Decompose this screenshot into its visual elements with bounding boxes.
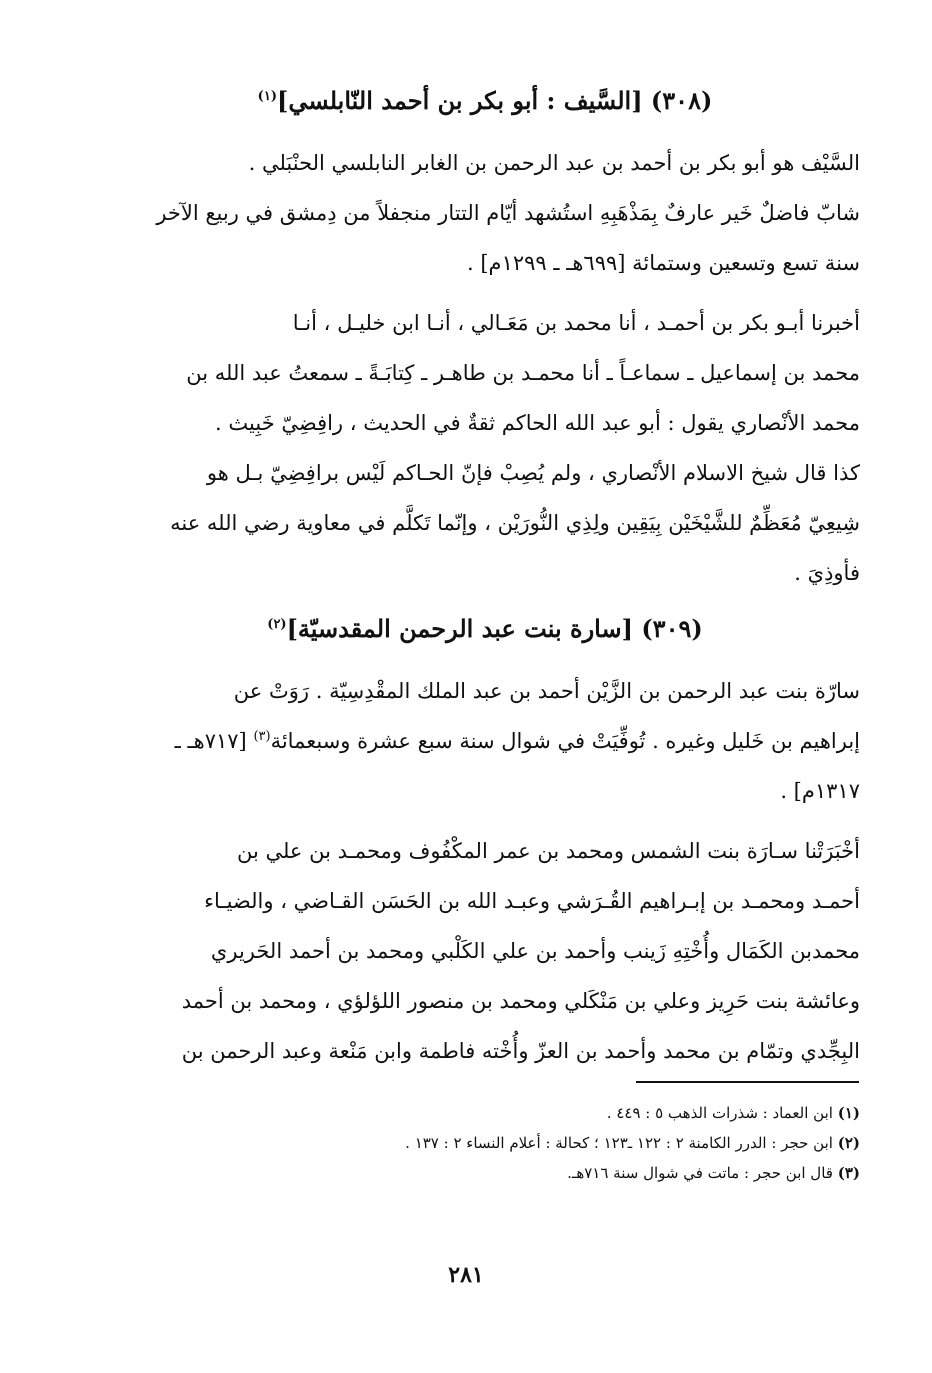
text-segment: [٧١٧هـ ـ bbox=[174, 729, 247, 753]
footnote-2 bbox=[405, 1130, 860, 1156]
text-line: سنة تسع وتسعين وستمائة [٦٩٩هـ ـ ١٢٩٩م] . bbox=[467, 251, 860, 275]
entry-309-heading-text: (٣٠٩) [سارة بنت عبد الرحمن المقدسيّة] bbox=[286, 614, 703, 643]
footnote-text: ابن حجر : الدرر الكامنة ٢ : ١٢٢ ـ١٢٣ ؛ كحالة : أعلام النساء ٢ : ١٣٧ . bbox=[405, 1134, 833, 1152]
text-line: كذا قال شيخ الاسلام الأنْصاري ، ولم يُصِبْ فإنّ الحـاكم لَيْس برافِضِيّ بـل هو bbox=[206, 461, 860, 485]
footnote-ref-1: (١) bbox=[257, 89, 277, 104]
text-line: أخبرنا أبـو بكر بن أحمـد ، أنا محمد بن مَعَـالي ، أنـا ابن خليـل ، أنـا bbox=[292, 311, 860, 335]
text-line: أخْبَرَتْنا سـارَة بنت الشمس ومحمد بن عمر المكْفُوف ومحمـد بن علي بن bbox=[236, 839, 860, 863]
text-line: سارّة بنت عبد الرحمن بن الزَّيْن أحمد بن عبد الملك المقْدِسِيّة . رَوَتْ عن bbox=[233, 679, 860, 703]
entry-308-heading bbox=[110, 84, 860, 118]
text-line: محمد بن إسماعيل ـ سماعـاً ـ أنا محمـد بن طاهـر ـ كِتابَـةً ـ سمعتُ عبد الله بن bbox=[186, 361, 860, 385]
footnote-number: (٣) bbox=[837, 1164, 860, 1182]
text-line: البِجِّدي وتمّام بن محمد وأحمد بن العزّ وأُخْته فاطمة وابن مَنْعة وعبد الرحمن بن bbox=[181, 1039, 860, 1063]
footnote-ref-2: (٢) bbox=[267, 617, 287, 632]
footnote-number: (١) bbox=[837, 1104, 860, 1122]
entry-308-paragraph-2 bbox=[108, 298, 860, 598]
text-line: محمد الأنْصاري يقول : أبو عبد الله الحاكم ثقةٌ في الحديث ، رافِضِيّ خَبِيث . bbox=[215, 411, 860, 435]
footnote-text: قال ابن حجر : ماتت في شوال سنة ٧١٦هـ. bbox=[567, 1164, 833, 1182]
text-line: فأوذِيَ . bbox=[794, 561, 860, 585]
text-line bbox=[108, 716, 860, 766]
footnote-ref-3: (٣) bbox=[253, 729, 271, 744]
entry-309-paragraph-2 bbox=[108, 826, 860, 1076]
text-line: شِيعِيّ مُعَظِّمٌ للشَّيْخَيْن بِيَقِين ولِذِي النُّورَيْن ، وإنّما تَكلَّم في معاوية رضي الله عنه bbox=[170, 511, 860, 535]
footnote-number: (٢) bbox=[837, 1134, 860, 1152]
text-line: وعائشة بنت حَرِيز وعلي بن مَنْكَلي ومحمد بن منصور اللؤلؤي ، ومحمد بن أحمد bbox=[181, 989, 860, 1013]
footnote-text: ابن العماد : شذرات الذهب ٥ : ٤٤٩ . bbox=[606, 1104, 833, 1122]
text-line: السَّيْف هو أبو بكر بن أحمد بن عبد الرحمن بن الغابر النابلسي الحنْبَلي . bbox=[248, 151, 860, 175]
page-number: ٢٨١ bbox=[448, 1262, 484, 1288]
text-line: ١٣١٧م] . bbox=[780, 779, 860, 803]
entry-309-heading bbox=[110, 612, 860, 646]
text-line: شابّ فاضلٌ خَير عارفٌ بِمَذْهَبِهِ استُشهد أيّام التتار منجفلاً من دِمشق في ربيع الآخر bbox=[156, 201, 860, 225]
footnote-separator bbox=[636, 1081, 859, 1083]
entry-308-heading-text: (٣٠٨) [السَّيف : أبو بكر بن أحمد النّابلسي] bbox=[276, 86, 713, 115]
text-line: محمدبن الكَمَال وأُخْتِهِ زَينب وأحمد بن علي الكَلْبي ومحمد بن أحمد الحَريري bbox=[210, 939, 860, 963]
footnote-1 bbox=[607, 1100, 860, 1126]
text-line: أحمـد ومحمـد بن إبـراهيم القُـرَشي وعبـد الله بن الحَسَن القـاضي ، والضيـاء bbox=[204, 889, 860, 913]
footnote-3 bbox=[567, 1160, 860, 1186]
text-segment: إبراهيم بن خَليل وغيره . تُوفِّيَتْ في شوال سنة سبع عشرة وسبعمائة bbox=[270, 729, 860, 753]
entry-309-paragraph-1 bbox=[108, 666, 860, 816]
entry-308-paragraph-1 bbox=[108, 138, 860, 288]
